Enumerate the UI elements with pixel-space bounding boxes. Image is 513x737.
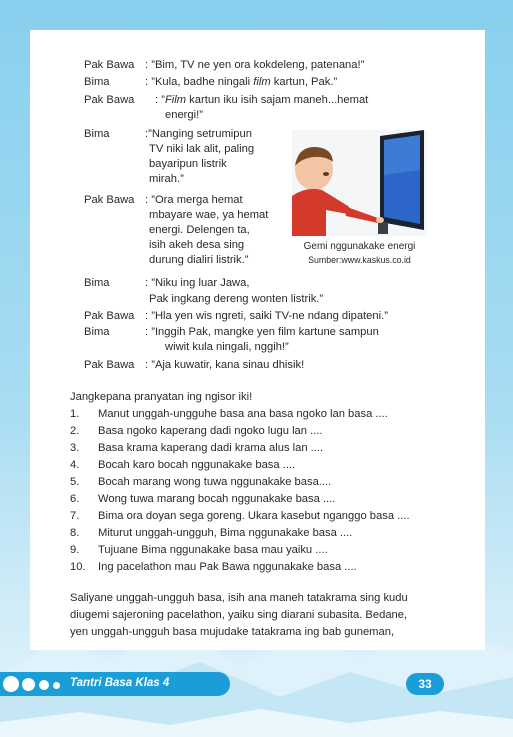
dialogue-line: : ”Niku ing luar Jawa, [145,277,250,289]
dialogue-line: : ”Bim, TV ne yen ora kokdeleng, patenana!” [145,59,365,71]
list-item-number: 4. [70,459,80,471]
dialogue-speaker: Bima [84,326,110,338]
list-item: Bima ora doyan sega goreng. Ukara kasebut nganggo basa .... [98,510,410,522]
paragraph-line: Saliyane unggah-ungguh basa, isih ana maneh tatakrama sing kudu [70,592,408,604]
list-item-number: 1. [70,408,80,420]
dialogue-line: : ”Kula, badhe ningali film kartun, Pak.” [145,76,338,88]
dialogue-line: energi!” [165,109,203,121]
dialogue-speaker: Bima [84,76,110,88]
list-item-number: 5. [70,476,80,488]
book-title: Tantri Basa Klas 4 [70,677,170,689]
dialogue-speaker: Pak Bawa [84,310,135,322]
paragraph-line: yen unggah-ungguh basa mujudake tatakrama ing bab guneman, [70,626,395,638]
dialogue-line: : ”Film kartun iku isih sajam maneh...hemat [155,94,369,106]
list-item: Tujuane Bima nggunakake basa mau yaiku .... [98,544,328,556]
dialogue-speaker: Pak Bawa [84,359,135,371]
list-item: Manut unggah-ungguhe basa ana basa ngoko lan basa .... [98,408,388,420]
list-item-number: 10. [70,561,86,573]
dialogue-line: isih akeh desa sing [149,239,245,251]
list-item: Bocah karo bocah nggunakake basa .... [98,459,296,471]
dialogue-line: Pak ingkang dereng wonten listrik.” [149,293,324,305]
list-item: Basa krama kaperang dadi krama alus lan .... [98,442,324,454]
list-item: Wong tuwa marang bocah nggunakake basa .... [98,493,336,505]
dialogue-line: : ”Inggih Pak, mangke yen film kartune sampun [145,326,379,338]
dialogue-line: : ”Ora merga hemat [145,194,243,206]
exercise-instruction: Jangkepana pranyatan ing ngisor iki! [70,391,253,403]
dot-decoration-icon [39,680,49,690]
list-item: Ing pacelathon mau Pak Bawa nggunakake basa .... [98,561,357,573]
list-item-number: 8. [70,527,80,539]
dialogue-line: : ”Aja kuwatir, kana sinau dhisik! [145,359,305,371]
list-item-number: 2. [70,425,80,437]
dialogue-line: durung dialiri listrik.” [149,254,249,266]
dialogue-line: mirah.” [149,173,184,185]
dialogue-line: energi. Delengen ta, [149,224,250,236]
dot-decoration-icon [53,682,60,689]
dialogue-speaker: Pak Bawa [84,194,135,206]
paragraph-line: diugemi sajeroning pacelathon, yaiku sing diarani subasita. Bedane, [70,609,408,621]
list-item: Miturut unggah-ungguh, Bima nggunakake basa .... [98,527,353,539]
dialogue-line: TV niki lak alit, paling [149,143,255,155]
dialogue-speaker: Pak Bawa [84,94,135,106]
figure-caption: Gemi nggunakake energi [303,241,416,252]
dialogue-speaker: Pak Bawa [84,59,135,71]
dialogue-line: wiwit kula ningali, nggih!” [165,341,289,353]
dialogue-line: : ”Hla yen wis ngreti, saiki TV-ne ndang dipateni.” [145,310,388,322]
figure-source: Sumber:www.kaskus.co.id [308,255,411,265]
boy-watching-tv-illustration [292,130,427,236]
page-number: 33 [406,673,444,695]
list-item: Bocah marang wong tuwa nggunakake basa.... [98,476,332,488]
list-item-number: 6. [70,493,80,505]
dot-decoration-icon [22,678,35,691]
dialogue-line: mbayare wae, ya hemat [149,209,269,221]
list-item-number: 7. [70,510,80,522]
dialogue-line: :”Nanging setrumipun [145,128,252,140]
figure-photo [292,130,427,236]
list-item-number: 3. [70,442,80,454]
list-item-number: 9. [70,544,80,556]
dialogue-speaker: Bima [84,277,110,289]
list-item: Basa ngoko kaperang dadi ngoko lugu lan .... [98,425,323,437]
dialogue-speaker: Bima [84,128,110,140]
dialogue-line: bayaripun listrik [149,158,227,170]
dot-decoration-icon [3,676,19,692]
